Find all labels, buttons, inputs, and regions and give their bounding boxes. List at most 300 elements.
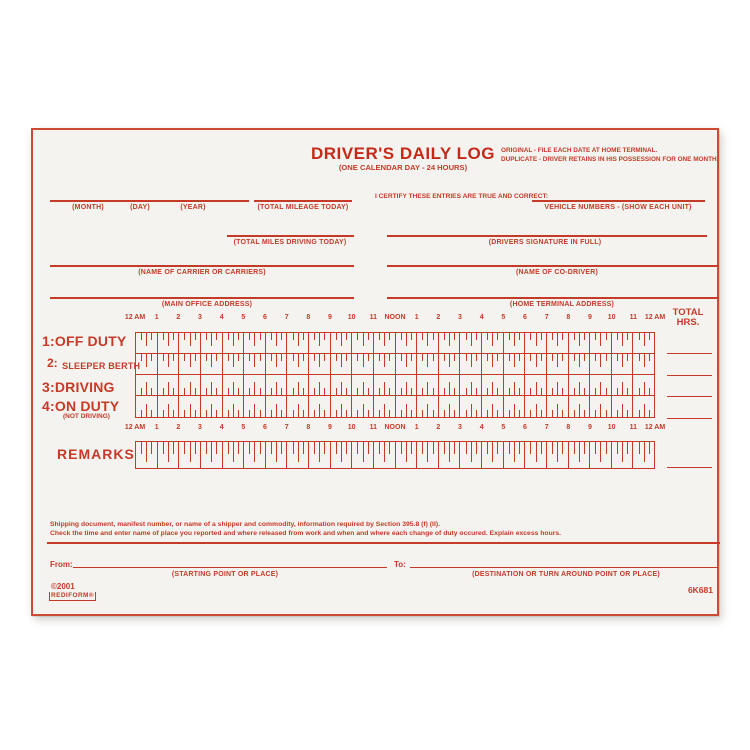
half-hour-tick: [319, 382, 320, 395]
grid-row-sleeper-berth: [136, 354, 654, 375]
hour-cell: [459, 375, 481, 395]
hour-label: 5: [501, 314, 506, 321]
quarter-hour-tick: [497, 354, 498, 361]
co-driver-label: (NAME OF CO-DRIVER): [516, 269, 598, 276]
row-label-driving: [42, 379, 115, 395]
quarter-hour-tick: [530, 354, 531, 361]
half-hour-tick: [190, 333, 191, 346]
hour-cell: [351, 375, 373, 395]
quarter-hour-tick: [541, 442, 542, 454]
quarter-hour-tick: [324, 333, 325, 340]
half-hour-tick: [146, 333, 147, 346]
quarter-hour-tick: [541, 333, 542, 340]
distribution-note-duplicate: DUPLICATE - DRIVER RETAINS IN HIS POSSESSION FOR ONE MONTH.: [501, 155, 719, 163]
grid-row-on-duty: [136, 396, 654, 417]
row-name: DRIVING: [54, 379, 115, 395]
hour-label: 9: [588, 424, 592, 431]
quarter-hour-tick: [562, 354, 563, 361]
quarter-hour-tick: [346, 388, 347, 395]
half-hour-tick: [471, 333, 472, 346]
half-hour-tick: [557, 333, 558, 346]
quarter-hour-tick: [314, 333, 315, 340]
half-hour-tick: [211, 354, 212, 367]
quarter-hour-tick: [519, 410, 520, 417]
quarter-hour-tick: [379, 442, 380, 454]
hour-cell: [438, 375, 460, 395]
quarter-hour-tick: [357, 354, 358, 361]
hour-cell: [351, 442, 373, 468]
quarter-hour-tick: [509, 410, 510, 417]
row-label-on-duty-sub: (NOT DRIVING): [63, 413, 110, 420]
quarter-hour-tick: [606, 410, 607, 417]
quarter-hour-tick: [151, 354, 152, 361]
vehicle-numbers-label: VEHICLE NUMBERS - (SHOW EACH UNIT): [544, 204, 692, 211]
hour-cell: [286, 396, 308, 417]
half-hour-tick: [363, 404, 364, 417]
co-driver-blank-line: [387, 265, 718, 267]
quarter-hour-tick: [649, 333, 650, 340]
quarter-hour-tick: [336, 333, 337, 340]
hour-label: 4: [219, 424, 224, 431]
half-hour-tick: [384, 382, 385, 395]
hour-cell: [632, 354, 654, 374]
half-hour-tick: [319, 333, 320, 346]
quarter-hour-tick: [433, 410, 434, 417]
half-hour-tick: [406, 382, 407, 395]
hour-cell: [459, 442, 481, 468]
quarter-hour-tick: [617, 354, 618, 361]
half-hour-tick: [449, 442, 450, 462]
hour-cell: [373, 354, 395, 374]
quarter-hour-tick: [627, 354, 628, 361]
hour-label: 6: [263, 424, 267, 431]
hour-cell: [438, 396, 460, 417]
quarter-hour-tick: [163, 410, 164, 417]
quarter-hour-tick: [617, 388, 618, 395]
hour-cell: [243, 333, 265, 353]
hour-cell: [632, 375, 654, 395]
destination-label: (DESTINATION OR TURN AROUND POINT OR PLACE): [472, 571, 660, 578]
quarter-hour-tick: [336, 388, 337, 395]
half-hour-tick: [622, 382, 623, 395]
hour-cell: [611, 442, 633, 468]
hour-cell: [416, 333, 438, 353]
quarter-hour-tick: [411, 354, 412, 361]
quarter-hour-tick: [422, 388, 423, 395]
hour-cell: [157, 375, 179, 395]
quarter-hour-tick: [433, 442, 434, 454]
row-number: 3:: [42, 379, 55, 395]
quarter-hour-tick: [195, 333, 196, 340]
half-hour-tick: [211, 442, 212, 462]
quarter-hour-tick: [281, 333, 282, 340]
quarter-hour-tick: [141, 442, 142, 454]
hour-cell: [438, 333, 460, 353]
quarter-hour-tick: [238, 354, 239, 361]
quarter-hour-tick: [606, 388, 607, 395]
hour-cell: [524, 442, 546, 468]
quarter-hour-tick: [466, 410, 467, 417]
quarter-hour-tick: [411, 442, 412, 454]
half-hour-tick: [190, 404, 191, 417]
total-hours-blank-remarks: [667, 467, 712, 468]
half-hour-tick: [492, 382, 493, 395]
quarter-hour-tick: [368, 410, 369, 417]
quarter-hour-tick: [238, 333, 239, 340]
year-label: (YEAR): [180, 204, 206, 211]
quarter-hour-tick: [324, 410, 325, 417]
quarter-hour-tick: [195, 354, 196, 361]
hour-cell: [265, 442, 287, 468]
hour-cell: [243, 354, 265, 374]
quarter-hour-tick: [433, 333, 434, 340]
quarter-hour-tick: [195, 410, 196, 417]
hour-cell: [568, 442, 590, 468]
quarter-hour-tick: [293, 333, 294, 340]
quarter-hour-tick: [639, 354, 640, 361]
quarter-hour-tick: [184, 333, 185, 340]
half-hour-tick: [406, 354, 407, 367]
hour-label: 1: [154, 314, 159, 321]
half-hour-tick: [471, 442, 472, 462]
total-hours-blank-on-duty: [667, 418, 712, 419]
half-hour-tick: [341, 382, 342, 395]
quarter-hour-tick: [401, 333, 402, 340]
hour-label: 3: [198, 424, 202, 431]
half-hour-tick: [384, 442, 385, 462]
hour-scale-bottom: [124, 424, 666, 433]
quarter-hour-tick: [163, 388, 164, 395]
quarter-hour-tick: [487, 388, 488, 395]
half-hour-tick: [600, 382, 601, 395]
quarter-hour-tick: [195, 442, 196, 454]
half-hour-tick: [536, 333, 537, 346]
quarter-hour-tick: [444, 388, 445, 395]
row-label-on-duty: [42, 398, 119, 414]
hour-label: 12 AM: [644, 424, 666, 431]
total-miles-driving-label: (TOTAL MILES DRIVING TODAY): [233, 239, 347, 246]
hour-cell: [136, 333, 157, 353]
half-hour-tick: [492, 404, 493, 417]
quarter-hour-tick: [206, 442, 207, 454]
quarter-hour-tick: [303, 333, 304, 340]
quarter-hour-tick: [271, 388, 272, 395]
hour-cell: [611, 396, 633, 417]
quarter-hour-tick: [293, 410, 294, 417]
quarter-hour-tick: [389, 388, 390, 395]
hour-cell: [200, 375, 222, 395]
hour-cell: [330, 354, 352, 374]
quarter-hour-tick: [324, 354, 325, 361]
quarter-hour-tick: [346, 354, 347, 361]
half-hour-tick: [233, 404, 234, 417]
hour-cell: [157, 442, 179, 468]
hour-cell: [416, 354, 438, 374]
quarter-hour-tick: [314, 388, 315, 395]
quarter-hour-tick: [509, 354, 510, 361]
hour-cell: [286, 333, 308, 353]
to-label: To:: [394, 560, 406, 569]
quarter-hour-tick: [606, 354, 607, 361]
quarter-hour-tick: [216, 410, 217, 417]
quarter-hour-tick: [497, 442, 498, 454]
quarter-hour-tick: [281, 354, 282, 361]
quarter-hour-tick: [206, 388, 207, 395]
quarter-hour-tick: [379, 410, 380, 417]
half-hour-tick: [514, 382, 515, 395]
hour-label: 8: [306, 424, 311, 431]
quarter-hour-tick: [422, 333, 423, 340]
quarter-hour-tick: [454, 388, 455, 395]
vehicle-numbers-blank-line: [532, 200, 705, 202]
quarter-hour-tick: [151, 388, 152, 395]
half-hour-tick: [319, 442, 320, 462]
quarter-hour-tick: [401, 388, 402, 395]
hour-label: 12 AM: [644, 314, 666, 321]
row-number: 1:: [42, 333, 55, 349]
quarter-hour-tick: [584, 442, 585, 454]
quarter-hour-tick: [476, 410, 477, 417]
hour-cell: [373, 375, 395, 395]
half-hour-tick: [644, 333, 645, 346]
quarter-hour-tick: [584, 354, 585, 361]
quarter-hour-tick: [401, 410, 402, 417]
quarter-hour-tick: [627, 388, 628, 395]
hour-cell: [286, 354, 308, 374]
quarter-hour-tick: [530, 388, 531, 395]
hour-cell: [243, 396, 265, 417]
hour-cell: [503, 333, 525, 353]
quarter-hour-tick: [368, 442, 369, 454]
half-hour-tick: [298, 333, 299, 346]
half-hour-tick: [146, 442, 147, 462]
total-mileage-label: (TOTAL MILEAGE TODAY): [257, 204, 349, 211]
hour-cell: [481, 354, 503, 374]
hour-label: 11: [369, 424, 378, 431]
quarter-hour-tick: [509, 333, 510, 340]
quarter-hour-tick: [422, 442, 423, 454]
quarter-hour-tick: [562, 410, 563, 417]
quarter-hour-tick: [509, 442, 510, 454]
hour-label: 5: [241, 424, 246, 431]
hour-cell: [308, 375, 330, 395]
half-hour-tick: [233, 442, 234, 462]
half-hour-tick: [276, 442, 277, 462]
quarter-hour-tick: [173, 354, 174, 361]
half-hour-tick: [492, 354, 493, 367]
hour-cell: [589, 375, 611, 395]
half-hour-tick: [471, 382, 472, 395]
total-hours-blank-off-duty: [667, 353, 712, 354]
hour-cell: [265, 375, 287, 395]
signature-label: (DRIVERS SIGNATURE IN FULL): [488, 239, 602, 246]
half-hour-tick: [276, 404, 277, 417]
half-hour-tick: [211, 404, 212, 417]
half-hour-tick: [427, 442, 428, 462]
remarks-label: REMARKS: [57, 446, 135, 462]
quarter-hour-tick: [466, 388, 467, 395]
quarter-hour-tick: [228, 354, 229, 361]
hour-cell: [373, 396, 395, 417]
half-hour-tick: [557, 382, 558, 395]
quarter-hour-tick: [411, 410, 412, 417]
quarter-hour-tick: [379, 354, 380, 361]
half-hour-tick: [449, 354, 450, 367]
quarter-hour-tick: [389, 442, 390, 454]
hour-cell: [265, 354, 287, 374]
half-hour-tick: [276, 382, 277, 395]
quarter-hour-tick: [173, 388, 174, 395]
hour-label: 8: [306, 314, 311, 321]
distribution-note-original: ORIGINAL - FILE EACH DATE AT HOME TERMINAL.: [501, 147, 658, 154]
quarter-hour-tick: [649, 388, 650, 395]
half-hour-tick: [427, 382, 428, 395]
hour-cell: [632, 442, 654, 468]
hour-label: 8: [566, 424, 571, 431]
hour-cell: [416, 442, 438, 468]
hour-cell: [459, 354, 481, 374]
quarter-hour-tick: [562, 388, 563, 395]
main-office-label: (MAIN OFFICE ADDRESS): [161, 301, 253, 308]
half-hour-tick: [319, 354, 320, 367]
quarter-hour-tick: [260, 354, 261, 361]
quarter-hour-tick: [574, 442, 575, 454]
half-hour-tick: [557, 354, 558, 367]
hour-cell: [524, 354, 546, 374]
hour-label: 2: [436, 424, 441, 431]
half-hour-tick: [492, 333, 493, 346]
home-terminal-label: (HOME TERMINAL ADDRESS): [509, 301, 615, 308]
half-hour-tick: [298, 382, 299, 395]
quarter-hour-tick: [238, 388, 239, 395]
half-hour-tick: [644, 382, 645, 395]
hour-cell: [351, 333, 373, 353]
half-hour-tick: [471, 404, 472, 417]
hour-cell: [178, 396, 200, 417]
hour-cell: [568, 375, 590, 395]
from-label: From:: [50, 560, 73, 569]
quarter-hour-tick: [552, 442, 553, 454]
quarter-hour-tick: [216, 333, 217, 340]
hour-cell: [395, 375, 417, 395]
quarter-hour-tick: [519, 388, 520, 395]
quarter-hour-tick: [336, 442, 337, 454]
quarter-hour-tick: [303, 354, 304, 361]
hour-cell: [178, 354, 200, 374]
quarter-hour-tick: [454, 354, 455, 361]
half-hour-tick: [644, 442, 645, 462]
half-hour-tick: [190, 354, 191, 367]
quarter-hour-tick: [249, 354, 250, 361]
hour-label: 5: [241, 314, 246, 321]
quarter-hour-tick: [357, 333, 358, 340]
hour-cell: [503, 375, 525, 395]
hour-cell: [481, 442, 503, 468]
hour-cell: [568, 396, 590, 417]
half-hour-tick: [254, 333, 255, 346]
half-hour-tick: [514, 442, 515, 462]
half-hour-tick: [254, 404, 255, 417]
hour-label: 8: [566, 314, 571, 321]
half-hour-tick: [644, 404, 645, 417]
hour-label: 11: [369, 314, 378, 321]
half-hour-tick: [363, 333, 364, 346]
half-hour-tick: [363, 354, 364, 367]
quarter-hour-tick: [606, 333, 607, 340]
half-hour-tick: [233, 354, 234, 367]
grid-row-driving: [136, 375, 654, 396]
half-hour-tick: [514, 333, 515, 346]
quarter-hour-tick: [163, 333, 164, 340]
hour-cell: [200, 333, 222, 353]
half-hour-tick: [384, 354, 385, 367]
half-hour-tick: [449, 382, 450, 395]
remarks-grid-band: [135, 441, 655, 469]
quarter-hour-tick: [314, 354, 315, 361]
hour-cell: [243, 442, 265, 468]
hour-label: 11: [629, 424, 638, 431]
hour-label: 10: [607, 314, 616, 321]
half-hour-tick: [168, 382, 169, 395]
quarter-hour-tick: [401, 354, 402, 361]
half-hour-tick: [298, 442, 299, 462]
hour-cell: [632, 333, 654, 353]
half-hour-tick: [600, 333, 601, 346]
hour-cell: [308, 333, 330, 353]
quarter-hour-tick: [497, 410, 498, 417]
half-hour-tick: [514, 404, 515, 417]
quarter-hour-tick: [411, 388, 412, 395]
half-hour-tick: [579, 442, 580, 462]
row-name: OFF DUTY: [54, 333, 127, 349]
half-hour-tick: [536, 404, 537, 417]
half-hour-tick: [471, 354, 472, 367]
hour-label: 11: [629, 314, 638, 321]
hour-label: 9: [588, 314, 592, 321]
half-hour-tick: [298, 354, 299, 367]
hour-label: 7: [284, 424, 289, 431]
quarter-hour-tick: [324, 388, 325, 395]
quarter-hour-tick: [357, 442, 358, 454]
hour-cell: [157, 396, 179, 417]
quarter-hour-tick: [271, 333, 272, 340]
hour-cell: [200, 354, 222, 374]
quarter-hour-tick: [228, 388, 229, 395]
quarter-hour-tick: [216, 442, 217, 454]
duty-status-grid: [135, 332, 655, 418]
quarter-hour-tick: [639, 333, 640, 340]
half-hour-tick: [384, 404, 385, 417]
quarter-hour-tick: [617, 333, 618, 340]
quarter-hour-tick: [368, 388, 369, 395]
hour-cell: [503, 354, 525, 374]
hour-label: 4: [219, 314, 224, 321]
quarter-hour-tick: [476, 442, 477, 454]
quarter-hour-tick: [639, 442, 640, 454]
hour-label: 10: [347, 314, 356, 321]
quarter-hour-tick: [627, 442, 628, 454]
hour-label: 4: [479, 314, 484, 321]
quarter-hour-tick: [336, 410, 337, 417]
half-hour-tick: [557, 404, 558, 417]
half-hour-tick: [190, 382, 191, 395]
hour-cell: [265, 396, 287, 417]
quarter-hour-tick: [389, 410, 390, 417]
half-hour-tick: [622, 333, 623, 346]
quarter-hour-tick: [466, 442, 467, 454]
hour-cell: [524, 375, 546, 395]
quarter-hour-tick: [141, 354, 142, 361]
